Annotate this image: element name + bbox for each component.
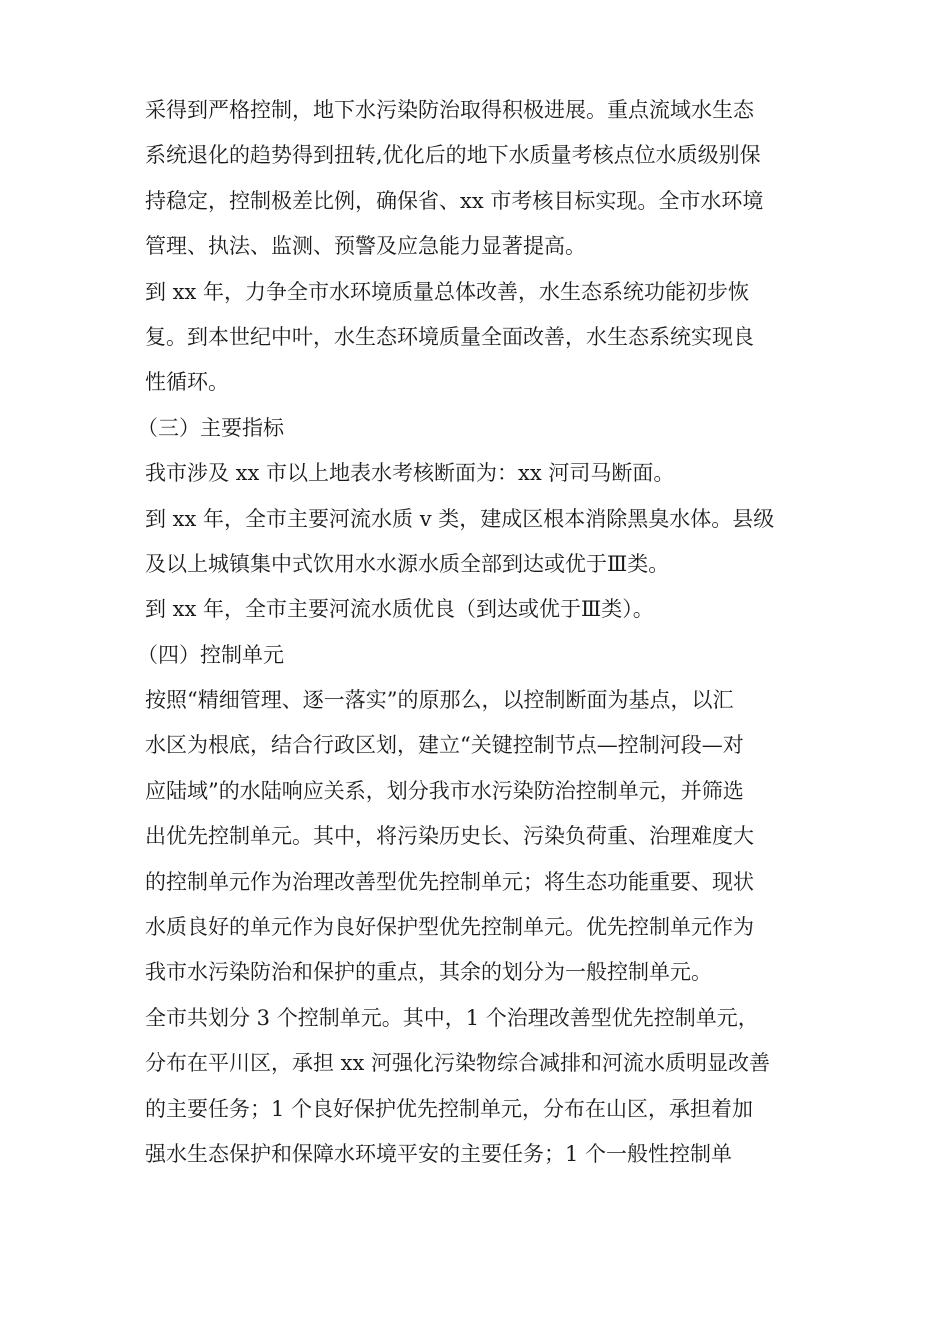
- section-heading-main-indicators: （三）主要指标: [137, 415, 284, 440]
- text-line: 的主要任务；1 个良好保护优先控制单元，分布在山区，承担着加: [145, 1096, 754, 1121]
- text-line: 我市涉及 xx 市以上地表水考核断面为：xx 河司马断面。: [145, 461, 675, 486]
- text-line: 我市水污染防治和保护的重点，其余的划分为一般控制单元。: [145, 960, 712, 985]
- text-line: 水质良好的单元作为良好保护型优先控制单元。优先控制单元作为: [145, 915, 754, 940]
- text-line: 系统退化的趋势得到扭转,优化后的地下水质量考核点位水质级别保: [145, 143, 761, 168]
- text-line: 到 xx 年，力争全市水环境质量总体改善，水生态系统功能初步恢: [145, 279, 750, 304]
- text-line: 强水生态保护和保障水环境平安的主要任务；1 个一般性控制单: [145, 1141, 733, 1166]
- section-heading-control-units: （四）控制单元: [137, 642, 284, 667]
- text-line: 持稳定，控制极差比例，确保省、xx 市考核目标实现。全市水环境: [145, 188, 764, 213]
- text-line: 出优先控制单元。其中，将污染历史长、污染负荷重、治理难度大: [145, 824, 754, 849]
- text-line: 到 xx 年，全市主要河流水质优良（到达或优于Ⅲ类）。: [145, 597, 654, 622]
- document-body: [137, 88, 825, 1177]
- text-line: 按照“精细管理、逐一落实”的原那么，以控制断面为基点，以汇: [145, 688, 734, 713]
- text-line: 管理、执法、监测、预警及应急能力显著提高。: [145, 234, 586, 259]
- text-line: 到 xx 年，全市主要河流水质 v 类，建成区根本消除黑臭水体。县级: [145, 506, 775, 531]
- text-line: 复。到本世纪中叶，水生态环境质量全面改善，水生态系统实现良: [145, 324, 754, 349]
- text-line: 水区为根底，结合行政区划，建立“关键控制节点—控制河段—对: [145, 733, 744, 758]
- text-line: 及以上城镇集中式饮用水水源水质全部到达或优于Ⅲ类。: [145, 551, 670, 576]
- text-line: 分布在平川区，承担 xx 河强化污染物综合减排和河流水质明显改善: [145, 1051, 771, 1076]
- text-line: 的控制单元作为治理改善型优先控制单元；将生态功能重要、现状: [145, 869, 754, 894]
- text-line: 采得到严格控制，地下水污染防治取得积极进展。重点流域水生态: [145, 98, 754, 122]
- text-line: 性循环。: [145, 370, 229, 395]
- text-line: 全市共划分 3 个控制单元。其中，1 个治理改善型优先控制单元，: [145, 1005, 759, 1030]
- text-line: 应陆域”的水陆响应关系，划分我市水污染防治控制单元，并筛选: [145, 778, 744, 803]
